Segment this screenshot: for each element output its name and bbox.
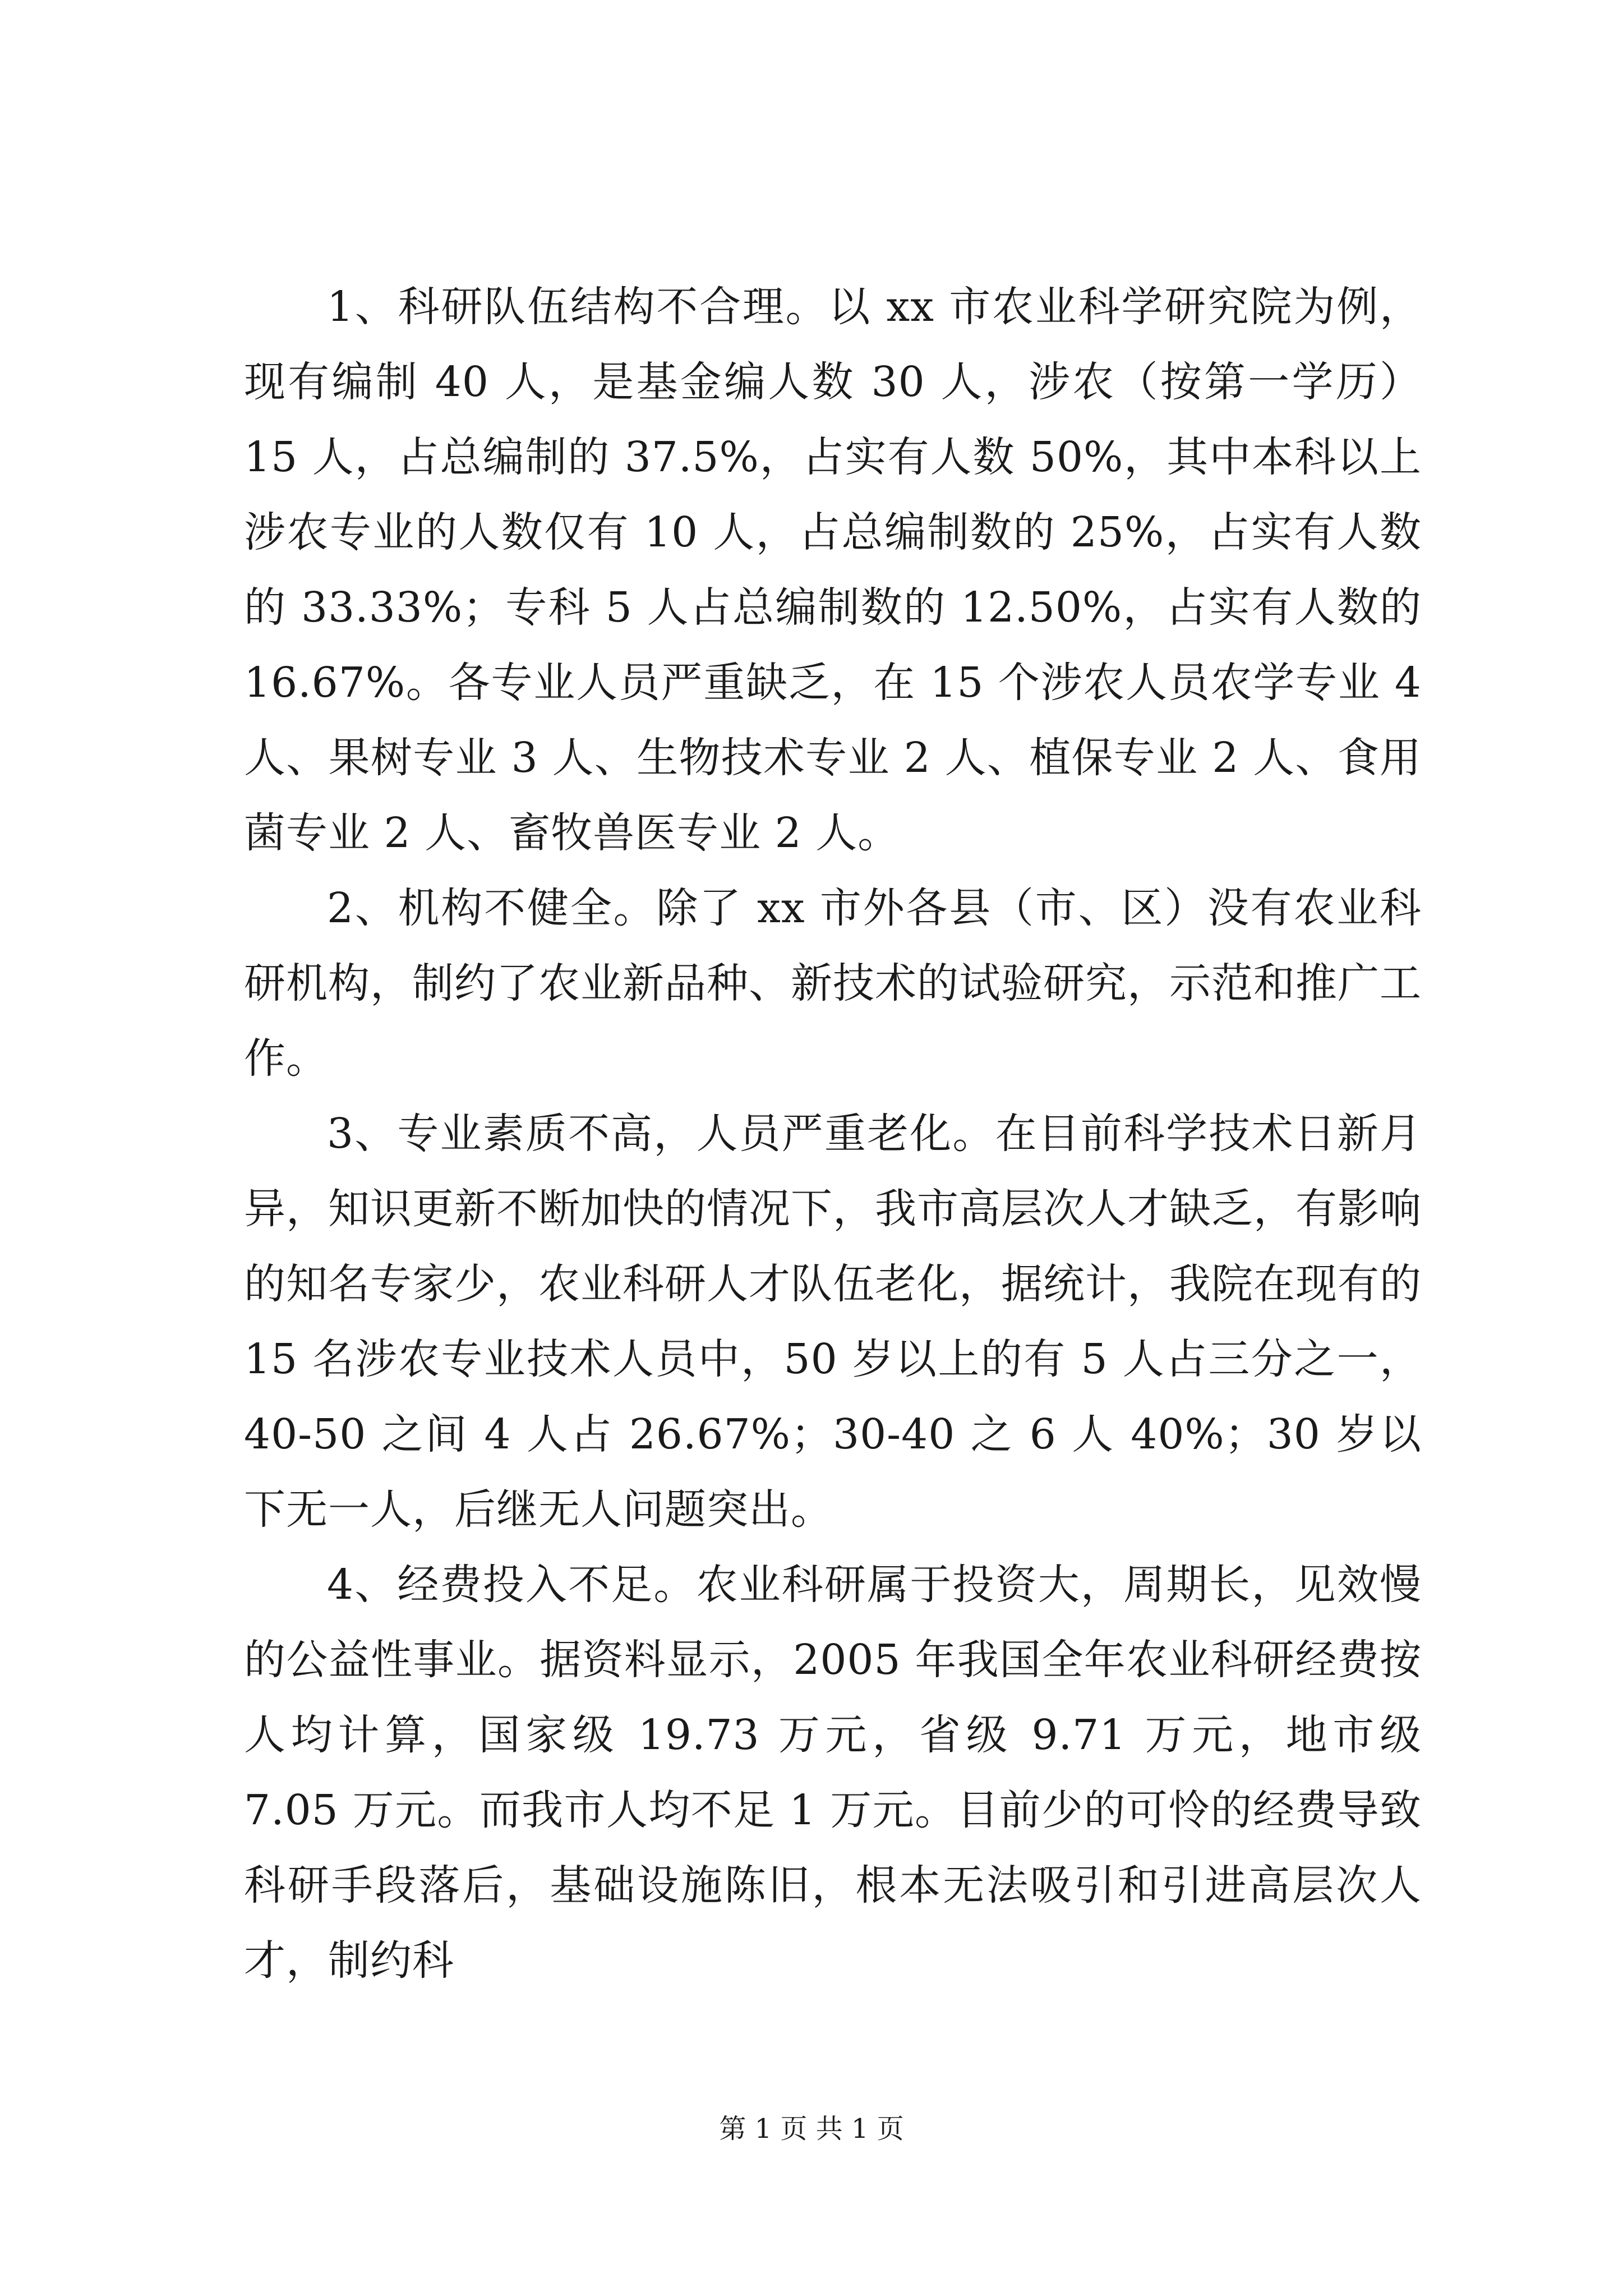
paragraph-4: 4、经费投入不足。农业科研属于投资大，周期长，见效慢的公益性事业。据资料显示，2005 年我国全年农业科研经费按人均计算，国家级 19.73 万元，省级 9.71 万元，地市级 7.05 万元。而我市人均不足 1 万元。目前少的可怜的经费导致科研手段落后，基础设施陈旧，根本无法吸引和引进高层次人才，制约科 xyxy=(244,1561,1422,1985)
paragraph-2: 2、机构不健全。除了 xx 市外各县（市、区）没有农业科研机构，制约了农业新品种、新技术的试验研究，示范和推广工作。 xyxy=(244,884,1422,1083)
paragraph-1: 1、科研队伍结构不合理。以 xx 市农业科学研究院为例，现有编制 40 人，是基金编人数 30 人，涉农（按第一学历）15 人，占总编制的 37.5%，占实有人数 50%，其中本科以上涉农专业的人数仅有 10 人，占总编制数的 25%，占实有人数的 33.33%；专科 5 人占总编制数的 12.50%，占实有人数的 16.67%。各专业人员严重缺乏，在 15 个涉农人员农学专业 4 人、果树专业 3 人、生物技术专业 2 人、植保专业 2 人、食用菌专业 2 人、畜牧兽医专业 2 人。 xyxy=(244,283,1422,857)
document-body xyxy=(244,269,1422,1998)
page-footer: 第 1 页 共 1 页 xyxy=(719,2113,904,2145)
paragraph-3: 3、专业素质不高，人员严重老化。在目前科学技术日新月异，知识更新不断加快的情况下，我市高层次人才缺乏，有影响的知名专家少，农业科研人才队伍老化，据统计，我院在现有的 15 名涉农专业技术人员中，50 岁以上的有 5 人占三分之一，40-50 之间 4 人占 26.67%；30-40 之 6 人 40%；30 岁以下无一人，后继无人问题突出。 xyxy=(244,1110,1422,1534)
